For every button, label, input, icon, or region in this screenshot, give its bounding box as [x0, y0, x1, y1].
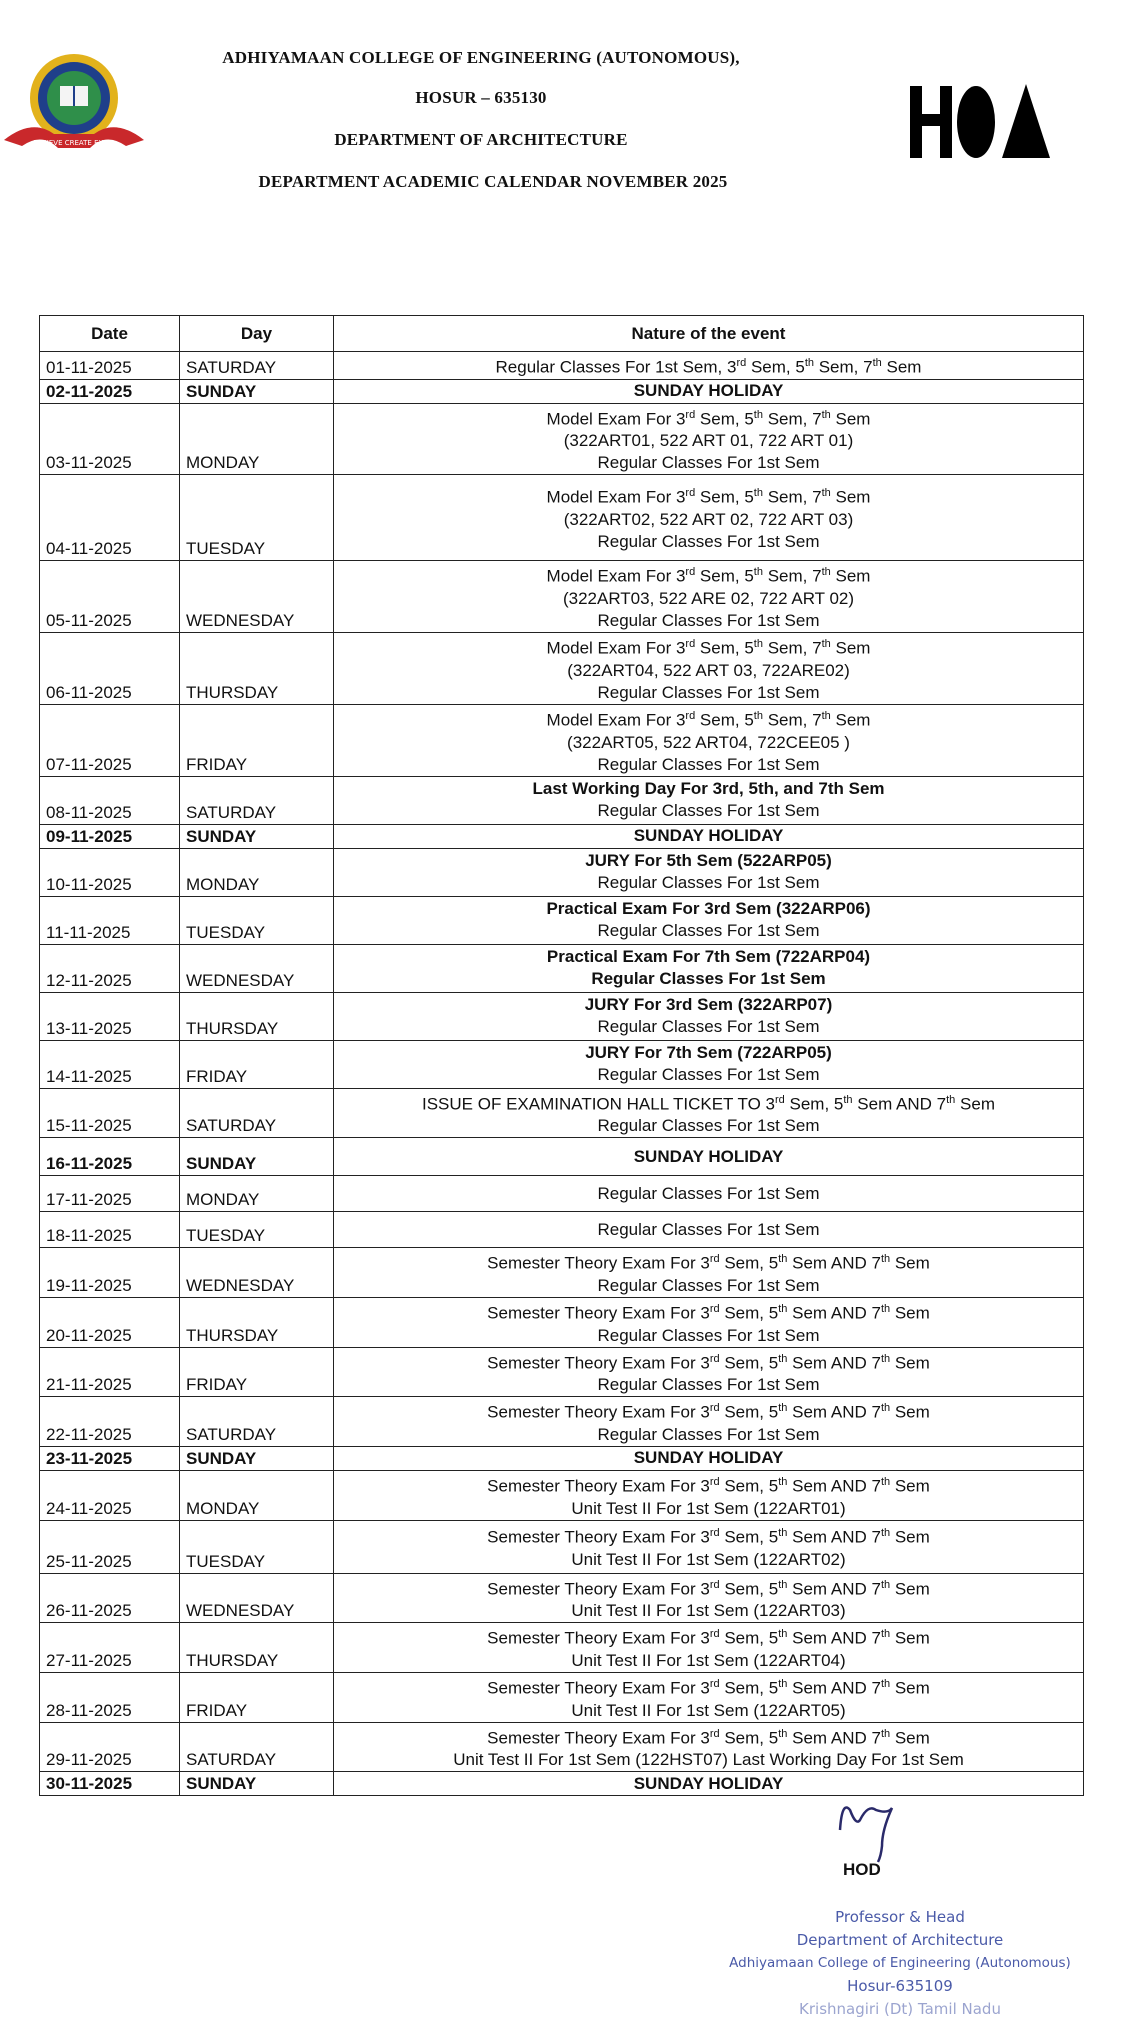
event-line: Unit Test II For 1st Sem (122ART01)	[571, 1498, 846, 1518]
row-event	[334, 1446, 1084, 1470]
row-day: SATURDAY	[180, 1397, 334, 1447]
event-line: Regular Classes For 1st Sem	[597, 754, 820, 774]
svg-text:ACHIEVE CREATE EXCEL: ACHIEVE CREATE EXCEL	[31, 139, 117, 147]
row-day: SATURDAY	[180, 352, 334, 380]
event-line: Semester Theory Exam For 3rd Sem, 5th Sem AND 7th Sem	[487, 1727, 930, 1748]
row-day: SATURDAY	[180, 776, 334, 824]
row-event	[334, 1176, 1084, 1212]
event-line: Unit Test II For 1st Sem (122HST07) Last Working Day For 1st Sem	[453, 1750, 964, 1770]
event-line: Regular Classes For 1st Sem	[597, 801, 820, 821]
row-date: 29-11-2025	[40, 1722, 180, 1772]
table-row	[40, 403, 1084, 475]
event-line: Regular Classes For 1st Sem	[597, 682, 820, 702]
row-date: 08-11-2025	[40, 776, 180, 824]
table-row	[40, 1138, 1084, 1176]
row-event	[334, 992, 1084, 1040]
table-row	[40, 776, 1084, 824]
event-line: Semester Theory Exam For 3rd Sem, 5th Sem AND 7th Sem	[487, 1677, 930, 1698]
row-day: THURSDAY	[180, 992, 334, 1040]
row-event	[334, 896, 1084, 944]
table-row	[40, 1446, 1084, 1470]
row-date: 09-11-2025	[40, 824, 180, 848]
stamp-line: Krishnagiri (Dt) Tamil Nadu	[799, 2000, 1001, 2018]
event-line: Regular Classes For 1st Sem	[597, 1219, 820, 1239]
event-line: Regular Classes For 1st Sem	[597, 921, 820, 941]
table-row	[40, 1470, 1084, 1520]
row-event	[334, 1672, 1084, 1722]
row-event	[334, 1138, 1084, 1176]
row-event	[334, 1212, 1084, 1248]
row-date: 23-11-2025	[40, 1446, 180, 1470]
row-date: 06-11-2025	[40, 632, 180, 704]
event-line: Model Exam For 3rd Sem, 5th Sem, 7th Sem	[546, 487, 871, 508]
row-event	[334, 1397, 1084, 1447]
row-date: 05-11-2025	[40, 561, 180, 633]
row-day: MONDAY	[180, 1176, 334, 1212]
row-event	[334, 379, 1084, 403]
column-header-date: Date	[40, 316, 180, 352]
row-event	[334, 561, 1084, 633]
row-day: FRIDAY	[180, 1040, 334, 1088]
event-line: Regular Classes For 1st Sem	[597, 1375, 820, 1395]
event-line: JURY For 7th Sem (722ARP05)	[585, 1043, 832, 1063]
table-row	[40, 1672, 1084, 1722]
row-date: 16-11-2025	[40, 1138, 180, 1176]
department-name: DEPARTMENT OF ARCHITECTURE	[334, 130, 628, 149]
hod-signature-icon	[828, 1790, 928, 1870]
college-name: ADHIYAMAAN COLLEGE OF ENGINEERING (AUTONOMOUS),	[222, 48, 740, 67]
row-event	[334, 1248, 1084, 1298]
event-line: SUNDAY HOLIDAY	[633, 1146, 784, 1166]
row-day: THURSDAY	[180, 632, 334, 704]
row-event	[334, 1520, 1084, 1573]
row-day: FRIDAY	[180, 1347, 334, 1397]
table-row	[40, 1573, 1084, 1623]
row-day: SATURDAY	[180, 1088, 334, 1138]
row-date: 14-11-2025	[40, 1040, 180, 1088]
event-line: Regular Classes For 1st Sem	[597, 610, 820, 630]
hoa-logo-icon	[908, 82, 1052, 160]
event-line: Regular Classes For 1st Sem	[597, 1275, 820, 1295]
row-event	[334, 1573, 1084, 1623]
row-event	[334, 475, 1084, 561]
row-date: 15-11-2025	[40, 1088, 180, 1138]
row-date: 21-11-2025	[40, 1347, 180, 1397]
event-line: SUNDAY HOLIDAY	[633, 1773, 784, 1793]
row-day: THURSDAY	[180, 1623, 334, 1673]
row-event	[334, 1040, 1084, 1088]
event-line: Semester Theory Exam For 3rd Sem, 5th Sem AND 7th Sem	[487, 1253, 930, 1273]
row-date: 22-11-2025	[40, 1397, 180, 1447]
row-date: 17-11-2025	[40, 1176, 180, 1212]
event-line: Regular Classes For 1st Sem	[597, 532, 820, 552]
row-day: SUNDAY	[180, 1772, 334, 1796]
event-line: Model Exam For 3rd Sem, 5th Sem, 7th Sem	[546, 566, 871, 586]
event-line: SUNDAY HOLIDAY	[633, 1448, 784, 1468]
table-row	[40, 1297, 1084, 1347]
stamp-line: Adhiyamaan College of Engineering (Autonomous)	[729, 1955, 1071, 1971]
row-day: TUESDAY	[180, 1212, 334, 1248]
table-row	[40, 379, 1084, 403]
hod-stamp	[700, 1906, 1100, 2021]
table-row	[40, 848, 1084, 896]
row-date: 01-11-2025	[40, 352, 180, 380]
row-event	[334, 1347, 1084, 1397]
event-line: (322ART04, 522 ART 03, 722ARE02)	[567, 660, 850, 680]
row-date: 07-11-2025	[40, 704, 180, 776]
row-event	[334, 704, 1084, 776]
event-line: Last Working Day For 3rd, 5th, and 7th Sem	[532, 779, 885, 799]
row-day: FRIDAY	[180, 704, 334, 776]
row-day: THURSDAY	[180, 1297, 334, 1347]
event-line: JURY For 5th Sem (522ARP05)	[585, 851, 832, 871]
row-date: 24-11-2025	[40, 1470, 180, 1520]
row-day: TUESDAY	[180, 1520, 334, 1573]
row-event	[334, 1722, 1084, 1772]
event-line: Unit Test II For 1st Sem (122ART02)	[571, 1549, 846, 1569]
table-row	[40, 896, 1084, 944]
event-line: Regular Classes For 1st Sem, 3rd Sem, 5th Sem, 7th Sem	[495, 357, 922, 377]
row-event	[334, 1772, 1084, 1796]
event-line: Semester Theory Exam For 3rd Sem, 5th Sem AND 7th Sem	[487, 1628, 930, 1648]
event-line: Regular Classes For 1st Sem	[597, 1183, 820, 1203]
event-line: Practical Exam For 7th Sem (722ARP04)	[546, 947, 871, 967]
event-line: Semester Theory Exam For 3rd Sem, 5th Sem AND 7th Sem	[487, 1302, 930, 1323]
row-day: FRIDAY	[180, 1672, 334, 1722]
event-line: Regular Classes For 1st Sem	[597, 1065, 820, 1085]
row-date: 11-11-2025	[40, 896, 180, 944]
event-line: Regular Classes For 1st Sem	[597, 453, 820, 473]
table-row	[40, 1520, 1084, 1573]
row-day: SUNDAY	[180, 1446, 334, 1470]
event-line: Regular Classes For 1st Sem	[597, 1017, 820, 1037]
event-line: Unit Test II For 1st Sem (122ART05)	[571, 1700, 846, 1720]
table-row	[40, 992, 1084, 1040]
row-event	[334, 632, 1084, 704]
row-date: 26-11-2025	[40, 1573, 180, 1623]
row-event	[334, 1623, 1084, 1673]
row-day: MONDAY	[180, 403, 334, 475]
row-event	[334, 1470, 1084, 1520]
row-day: SUNDAY	[180, 824, 334, 848]
event-line: (322ART01, 522 ART 01, 722 ART 01)	[563, 431, 854, 451]
table-row	[40, 1722, 1084, 1772]
table-header-row	[40, 316, 1084, 352]
event-line: (322ART05, 522 ART04, 722CEE05 )	[567, 732, 850, 752]
event-line: Unit Test II For 1st Sem (122ART03)	[571, 1601, 846, 1621]
row-date: 03-11-2025	[40, 403, 180, 475]
row-event	[334, 352, 1084, 380]
table-row	[40, 475, 1084, 561]
calendar-rows	[40, 352, 1084, 1796]
table-row	[40, 704, 1084, 776]
row-event	[334, 1297, 1084, 1347]
event-line: Semester Theory Exam For 3rd Sem, 5th Sem AND 7th Sem	[487, 1402, 930, 1422]
row-date: 13-11-2025	[40, 992, 180, 1040]
table-row	[40, 1212, 1084, 1248]
row-event	[334, 848, 1084, 896]
event-line: Semester Theory Exam For 3rd Sem, 5th Sem AND 7th Sem	[487, 1352, 930, 1373]
event-line: Model Exam For 3rd Sem, 5th Sem, 7th Sem	[546, 638, 871, 658]
row-day: WEDNESDAY	[180, 1573, 334, 1623]
event-line: (322ART03, 522 ARE 02, 722 ART 02)	[562, 588, 855, 608]
event-line: Practical Exam For 3rd Sem (322ARP06)	[546, 899, 871, 919]
row-day: SUNDAY	[180, 379, 334, 403]
event-line: Regular Classes For 1st Sem	[597, 1424, 820, 1444]
event-line: Semester Theory Exam For 3rd Sem, 5th Sem AND 7th Sem	[487, 1527, 930, 1547]
row-day: WEDNESDAY	[180, 944, 334, 992]
table-row	[40, 352, 1084, 380]
row-date: 19-11-2025	[40, 1248, 180, 1298]
event-line: Unit Test II For 1st Sem (122ART04)	[571, 1650, 846, 1670]
table-row	[40, 1176, 1084, 1212]
row-day: TUESDAY	[180, 896, 334, 944]
row-date: 25-11-2025	[40, 1520, 180, 1573]
event-line: JURY For 3rd Sem (322ARP07)	[584, 995, 833, 1015]
row-day: SATURDAY	[180, 1722, 334, 1772]
event-line: Model Exam For 3rd Sem, 5th Sem, 7th Sem	[546, 408, 871, 429]
stamp-line: Professor & Head	[835, 1908, 965, 1926]
row-day: MONDAY	[180, 848, 334, 896]
row-event	[334, 403, 1084, 475]
row-date: 20-11-2025	[40, 1297, 180, 1347]
event-line: ISSUE OF EXAMINATION HALL TICKET TO 3rd Sem, 5th Sem AND 7th Sem	[422, 1093, 995, 1114]
row-date: 02-11-2025	[40, 379, 180, 403]
stamp-line: Hosur-635109	[847, 1977, 953, 1995]
row-day: TUESDAY	[180, 475, 334, 561]
calendar-title: DEPARTMENT ACADEMIC CALENDAR NOVEMBER 2025	[258, 172, 728, 191]
row-date: 28-11-2025	[40, 1672, 180, 1722]
column-header-day: Day	[180, 316, 334, 352]
table-row	[40, 1623, 1084, 1673]
row-date: 04-11-2025	[40, 475, 180, 561]
row-day: MONDAY	[180, 1470, 334, 1520]
event-line: (322ART02, 522 ART 02, 722 ART 03)	[563, 510, 854, 530]
row-day: SUNDAY	[180, 1138, 334, 1176]
hod-label: HOD	[843, 1860, 881, 1879]
table-row	[40, 1040, 1084, 1088]
row-date: 10-11-2025	[40, 848, 180, 896]
row-day: WEDNESDAY	[180, 1248, 334, 1298]
row-event	[334, 776, 1084, 824]
event-line: Regular Classes For 1st Sem	[591, 969, 826, 989]
event-line: Regular Classes For 1st Sem	[597, 1325, 820, 1345]
column-header-event: Nature of the event	[334, 316, 1084, 352]
row-event	[334, 824, 1084, 848]
event-line: Regular Classes For 1st Sem	[597, 1116, 820, 1136]
table-row	[40, 1248, 1084, 1298]
row-date: 30-11-2025	[40, 1772, 180, 1796]
row-date: 18-11-2025	[40, 1212, 180, 1248]
row-date: 27-11-2025	[40, 1623, 180, 1673]
row-day: WEDNESDAY	[180, 561, 334, 633]
event-line: Semester Theory Exam For 3rd Sem, 5th Sem AND 7th Sem	[487, 1578, 930, 1599]
stamp-line: Department of Architecture	[796, 1931, 1004, 1949]
row-event	[334, 1088, 1084, 1138]
college-address: HOSUR – 635130	[415, 88, 547, 107]
event-line: SUNDAY HOLIDAY	[633, 381, 784, 401]
event-line: Regular Classes For 1st Sem	[597, 873, 820, 893]
academic-calendar-table	[39, 315, 1084, 1796]
row-event	[334, 944, 1084, 992]
document-header	[0, 0, 1122, 240]
table-row	[40, 944, 1084, 992]
table-row	[40, 1088, 1084, 1138]
row-date: 12-11-2025	[40, 944, 180, 992]
event-line: Model Exam For 3rd Sem, 5th Sem, 7th Sem	[546, 709, 871, 730]
table-row	[40, 824, 1084, 848]
table-row	[40, 561, 1084, 633]
table-row	[40, 632, 1084, 704]
table-row	[40, 1347, 1084, 1397]
table-row	[40, 1397, 1084, 1447]
event-line: SUNDAY HOLIDAY	[633, 826, 784, 846]
event-line: Semester Theory Exam For 3rd Sem, 5th Sem AND 7th Sem	[487, 1475, 930, 1496]
